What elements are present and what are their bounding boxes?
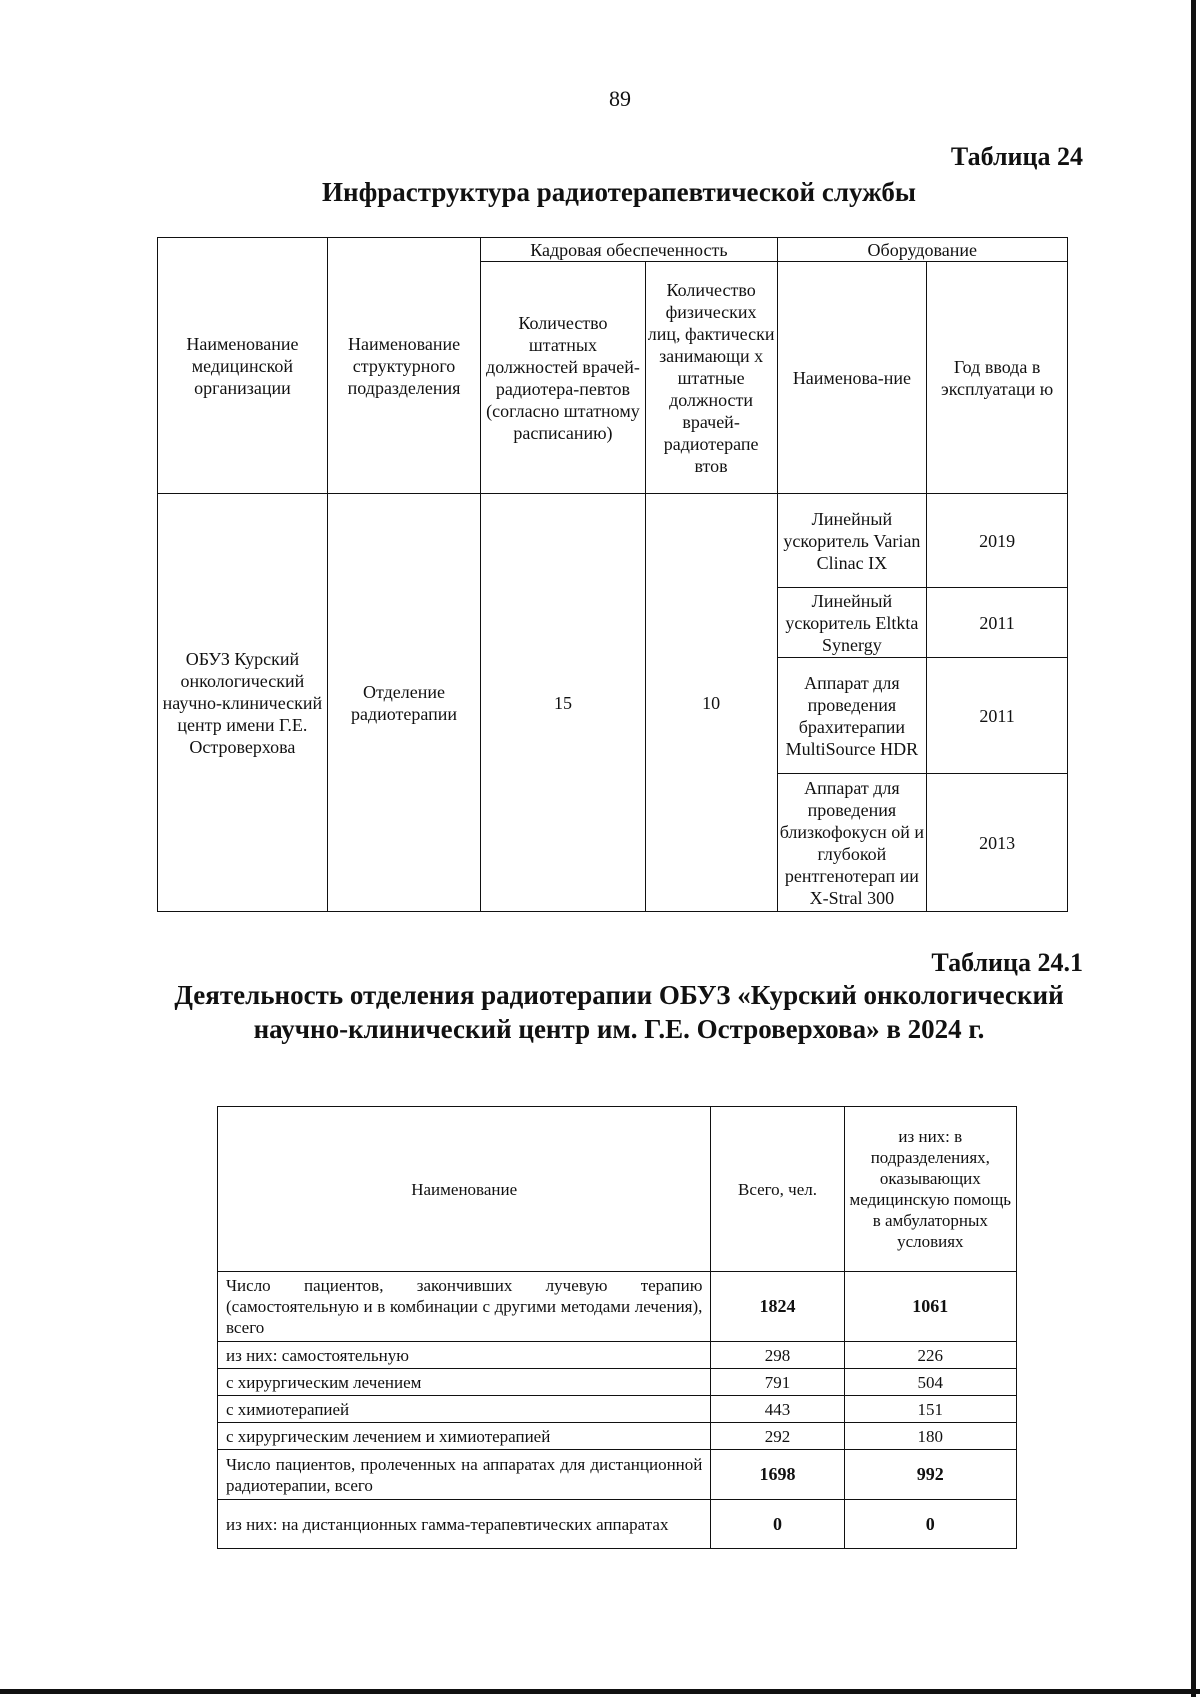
row-name: из них: самостоятельную xyxy=(218,1342,711,1369)
row-name: с хирургическим лечением и химиотерапией xyxy=(218,1423,711,1450)
table-24-1-title: Деятельность отделения радиотерапии ОБУЗ «Курский онкологический научно-клинический центр им. Г.Е. Островерхова» в 2024 г. xyxy=(174,980,1064,1044)
table-row xyxy=(218,1450,1017,1500)
header-dept: Наименование структурного подразделения xyxy=(327,238,480,494)
page-border-right xyxy=(1191,0,1196,1697)
equipment-name: Аппарат для проведения брахитерапии MultiSource HDR xyxy=(777,658,927,774)
row-outpatient: 180 xyxy=(844,1423,1016,1450)
equipment-name: Линейный ускоритель Varian Clinac IX xyxy=(777,494,927,588)
table-24-1 xyxy=(217,1106,1017,1549)
table-row xyxy=(218,1500,1017,1549)
row-name: с хирургическим лечением xyxy=(218,1369,711,1396)
table-24-title: Инфраструктура радиотерапевтической службы xyxy=(322,177,916,207)
row-total: 0 xyxy=(711,1500,844,1549)
header-name: Наименование xyxy=(218,1107,711,1272)
row-total: 298 xyxy=(711,1342,844,1369)
row-name: с химиотерапией xyxy=(218,1396,711,1423)
row-total: 1698 xyxy=(711,1450,844,1500)
header-total: Всего, чел. xyxy=(711,1107,844,1272)
row-name: из них: на дистанционных гамма-терапевтических аппаратах xyxy=(218,1500,711,1549)
equipment-year: 2011 xyxy=(927,588,1068,658)
header-staff-positions: Количество штатных должностей врачей-радиотера-певтов (согласно штатному расписанию) xyxy=(481,262,645,494)
equipment-year: 2011 xyxy=(927,658,1068,774)
header-outpatient: из них: в подразделениях, оказывающих медицинскую помощь в амбулаторных условиях xyxy=(844,1107,1016,1272)
equipment-year: 2019 xyxy=(927,494,1068,588)
table-24-1-label: Таблица 24.1 xyxy=(931,948,1083,977)
table-row xyxy=(218,1369,1017,1396)
table-row xyxy=(218,1423,1017,1450)
header-staffing-group: Кадровая обеспеченность xyxy=(481,238,777,262)
page-number: 89 xyxy=(609,86,631,111)
table-row xyxy=(158,494,1068,588)
row-outpatient: 0 xyxy=(844,1500,1016,1549)
table-row xyxy=(218,1342,1017,1369)
table-24 xyxy=(157,237,1068,912)
row-outpatient: 151 xyxy=(844,1396,1016,1423)
org-cell: ОБУЗ Курский онкологический научно-клинический центр имени Г.Е. Островерхова xyxy=(158,494,328,912)
table-24-label: Таблица 24 xyxy=(950,142,1083,171)
staff-persons-cell: 10 xyxy=(645,494,777,912)
page-border-bottom xyxy=(0,1689,1200,1694)
header-staff-persons: Количество физических лиц, фактически занимающи х штатные должности врачей-радиотерапе втов xyxy=(645,262,777,494)
row-name: Число пациентов, пролеченных на аппаратах для дистанционной радиотерапии, всего xyxy=(218,1450,711,1500)
header-equip-name: Наименова-ние xyxy=(777,262,927,494)
row-outpatient: 1061 xyxy=(844,1272,1016,1342)
row-total: 292 xyxy=(711,1423,844,1450)
row-name: Число пациентов, закончивших лучевую терапию (самостоятельную и в комбинации с другими методами лечения), всего xyxy=(218,1272,711,1342)
row-total: 1824 xyxy=(711,1272,844,1342)
dept-cell: Отделение радиотерапии xyxy=(327,494,480,912)
staff-positions-cell: 15 xyxy=(481,494,645,912)
header-equipment-group: Оборудование xyxy=(777,238,1067,262)
table-row xyxy=(218,1272,1017,1342)
header-equip-year: Год ввода в эксплуатаци ю xyxy=(927,262,1068,494)
equipment-name: Аппарат для проведения близкофокусн ой и глубокой рентгенотерап ии X-Stral 300 xyxy=(777,774,927,912)
equipment-name: Линейный ускоритель Eltkta Synergy xyxy=(777,588,927,658)
row-outpatient: 992 xyxy=(844,1450,1016,1500)
header-org: Наименование медицинской организации xyxy=(158,238,328,494)
row-total: 443 xyxy=(711,1396,844,1423)
table-row xyxy=(218,1396,1017,1423)
equipment-year: 2013 xyxy=(927,774,1068,912)
row-outpatient: 226 xyxy=(844,1342,1016,1369)
row-total: 791 xyxy=(711,1369,844,1396)
row-outpatient: 504 xyxy=(844,1369,1016,1396)
